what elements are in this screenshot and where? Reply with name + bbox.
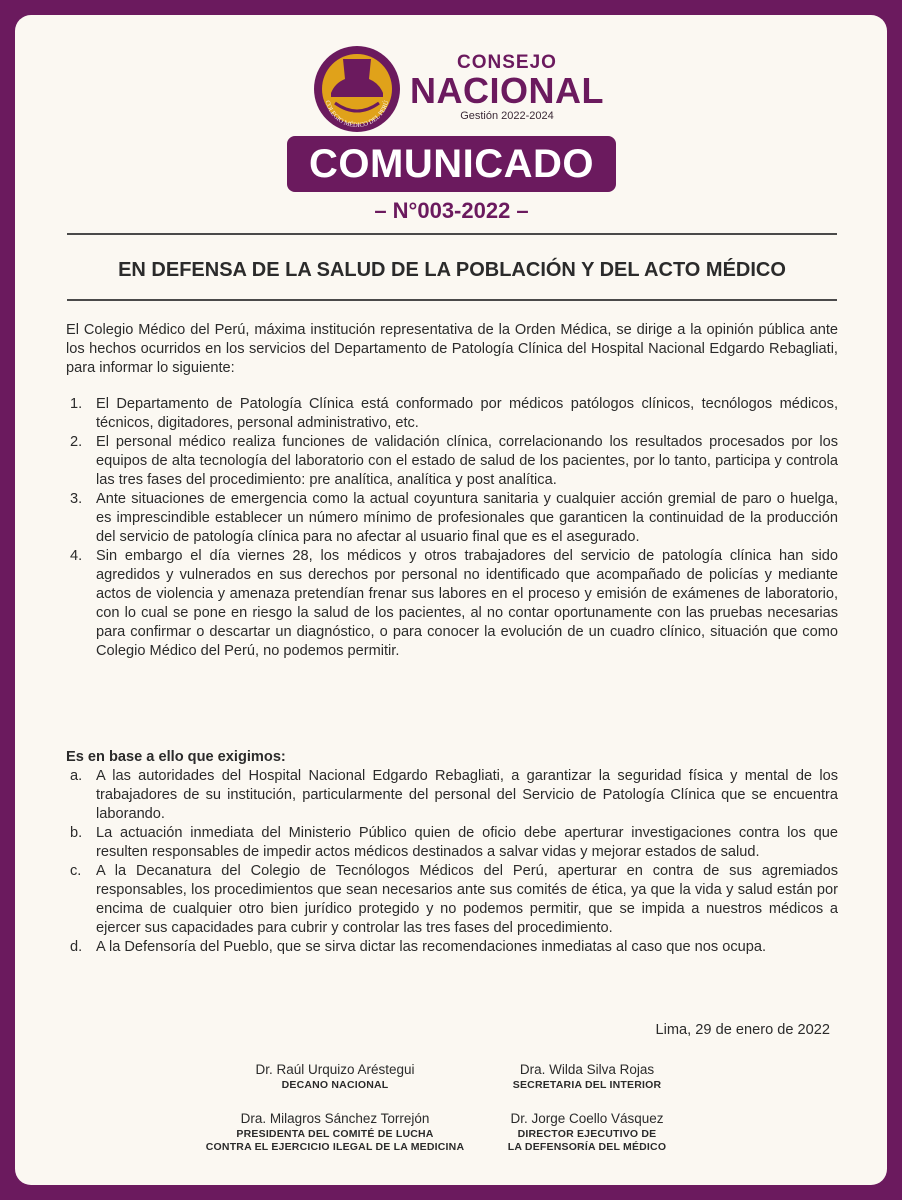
list-item-text: El personal médico realiza funciones de validación clínica, correlacionando los resultados procesados por los equipos de alta tecnología del laboratorio con el estado de salud de los pacientes, por lo tanto, participa y controla las tres fases del procedimiento: pre analítica, analítica y post analítica. <box>96 434 838 488</box>
council-line-1: CONSEJO <box>457 52 557 73</box>
list-item-text: A la Decanatura del Colegio de Tecnólogos Médicos del Perú, aperturar en contra de sus agremiados responsables, los procedimientos que sean necesarios ante sus comités de ética, ya que la vida y salud están por encima de cualquier otro bien jurídico protegido y no podemos permitir, que se impida a nuestros médicos a ejercer sus capacidades para cubrir y controlar las tres fases del procedimiento. <box>96 863 838 936</box>
council-period: Gestión 2022-2024 <box>460 110 554 122</box>
seal-icon <box>313 45 401 133</box>
list-item-text: Ante situaciones de emergencia como la actual coyuntura sanitaria y cualquier acción gremial de paro o huelga, es imprescindible establecer un número mínimo de profesionales que garanticen la continuidad de la producción del servicio de patología clínica para no afectar al usuario final que es el asegurado. <box>96 491 838 545</box>
divider-top <box>67 233 837 235</box>
list-item-text: El Departamento de Patología Clínica está conformado por médicos patólogos clínicos, tecnólogos médicos, técnicos, digitadores, personal administrativo, etc. <box>96 396 838 431</box>
signatory-role: SECRETARIA DEL INTERIOR <box>512 1079 662 1091</box>
list-item <box>66 767 838 824</box>
demands-list <box>66 767 838 957</box>
council-title <box>407 53 607 123</box>
intro-paragraph: El Colegio Médico del Perú, máxima institución representativa de la Orden Médica, se dirige a la opinión pública ante los hechos ocurridos en los servicios del Departamento de Patología Clínica del Hospital Nacional Edgardo Rebagliati, para informar lo siguiente: <box>66 322 838 377</box>
signature-committee-president <box>165 1110 505 1154</box>
divider-bottom <box>67 299 837 301</box>
list-item-text: A las autoridades del Hospital Nacional Edgardo Rebagliati, a garantizar la seguridad física y mental de los trabajadores de su institución, particularmente del personal del Servicio de Patología Clínica que se encuentra laborando. <box>96 768 838 822</box>
signatory-role: DIRECTOR EJECUTIVO DE <box>517 1128 657 1140</box>
list-marker: a. <box>70 768 83 784</box>
communique-banner: COMUNICADO <box>287 136 616 192</box>
list-item <box>66 938 838 957</box>
list-item-text: Sin embargo el día viernes 28, los médicos y otros trabajadores del servicio de patología clínica han sido agredidos y vulnerados en sus derechos por personal no identificado que acompañado de policías y mediante actos de violencia y amenaza pretendían frenar sus labores en el proceso y emisión de exámenes de laboratorio, con lo cual se pone en riesgo la salud de los pacientes, al no contar oportunamente con las pruebas necesarias para confirmar o descartar un diagnóstico, o para conocer la evolución de un cuadro clínico, situación que como Colegio Médico del Perú, no podemos permitir. <box>96 548 838 659</box>
list-marker: b. <box>70 825 83 841</box>
list-marker: d. <box>70 939 83 955</box>
signatory-name: Dr. Jorge Coello Vásquez <box>510 1111 664 1126</box>
list-marker: 3. <box>70 491 83 507</box>
headline: EN DEFENSA DE LA SALUD DE LA POBLACIÓN Y DEL ACTO MÉDICO <box>118 259 786 281</box>
signatory-role: PRESIDENTA DEL COMITÉ DE LUCHA <box>236 1128 434 1140</box>
list-item <box>66 824 838 862</box>
list-item <box>66 395 838 433</box>
signature-dean <box>195 1061 475 1092</box>
council-line-2: NACIONAL <box>410 70 604 111</box>
signatory-role: LA DEFENSORÍA DEL MÉDICO <box>507 1141 667 1153</box>
points-list <box>66 395 838 661</box>
demand-title: Es en base a ello que exigimos: <box>66 749 286 765</box>
signature-secretary <box>477 1061 697 1092</box>
signature-executive-director <box>477 1110 697 1154</box>
list-marker: 1. <box>70 396 83 412</box>
signatory-name: Dr. Raúl Urquizo Aréstegui <box>255 1062 415 1077</box>
signatory-role: DECANO NACIONAL <box>281 1079 389 1091</box>
list-item <box>66 490 838 547</box>
list-marker: 2. <box>70 434 83 450</box>
signatory-role: CONTRA EL EJERCICIO ILEGAL DE LA MEDICINA <box>205 1141 465 1153</box>
list-item <box>66 547 838 661</box>
date-line: Lima, 29 de enero de 2022 <box>655 1022 830 1038</box>
list-item <box>66 862 838 938</box>
list-marker: 4. <box>70 548 83 564</box>
communique-number: – N°003-2022 – <box>374 198 529 223</box>
list-item <box>66 433 838 490</box>
list-item-text: La actuación inmediata del Ministerio Público quien de oficio debe aperturar investigaciones contra los que resulten responsables de impedir actos médicos destinados a salvar vidas y mejorar estados de salud. <box>96 825 838 860</box>
list-marker: c. <box>70 863 82 879</box>
signatory-name: Dra. Wilda Silva Rojas <box>519 1062 655 1077</box>
signatory-name: Dra. Milagros Sánchez Torrejón <box>240 1111 430 1126</box>
seal-text: COLEGIO MÉDICO DEL PERÚ <box>323 99 391 130</box>
communique-page <box>15 15 887 1185</box>
list-item-text: A la Defensoría del Pueblo, que se sirva dictar las recomendaciones inmediatas al caso que nos ocupa. <box>96 939 767 955</box>
